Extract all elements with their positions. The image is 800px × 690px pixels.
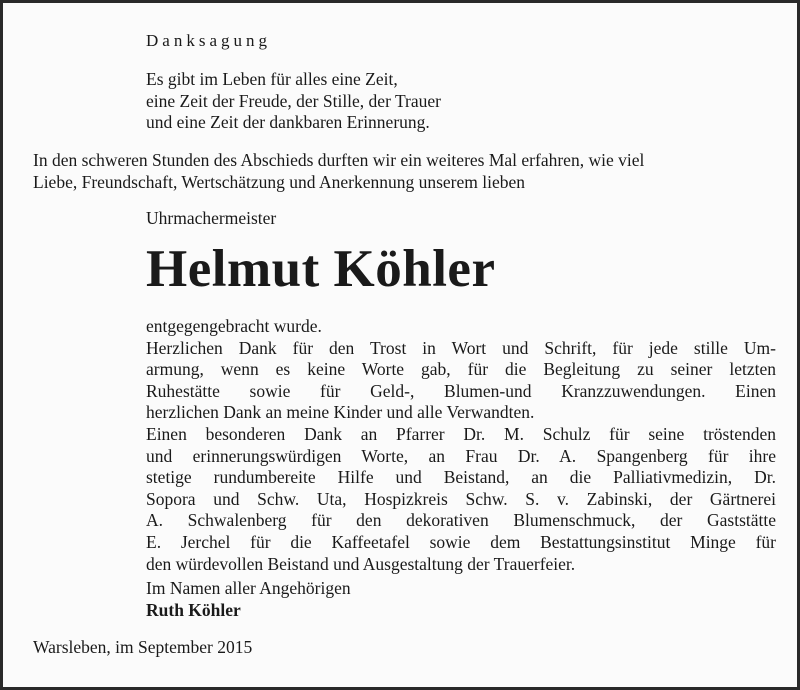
poem-verse	[146, 69, 441, 134]
body-line: Herzlichen Dank für den Trost in Wort und Schrift, für jede stille Um-	[146, 337, 776, 358]
poem-line: eine Zeit der Freude, der Stille, der Trauer	[146, 90, 441, 111]
deceased-name: Helmut Köhler	[146, 240, 496, 298]
occupation-title: Uhrmachermeister	[146, 208, 277, 228]
intro-line: In den schweren Stunden des Abschieds durften wir ein weiteres Mal erfahren, wie viel	[33, 150, 645, 170]
place-date: Warsleben, im September 2015	[33, 637, 253, 657]
body-line: Sopora und Schw. Uta, Hospizkreis Schw. S. v. Zabinski, der Gärtnerei	[146, 488, 776, 509]
body-line: armung, wenn es keine Worte gab, für die Begleitung zu seiner letzten	[146, 359, 776, 380]
body-line: stetige rundumbereite Hilfe und Beistand, an die Palliativmedizin, Dr.	[146, 467, 776, 488]
poem-line: Es gibt im Leben für alles eine Zeit,	[146, 69, 398, 89]
closing-line: Im Namen aller Angehörigen	[146, 578, 351, 598]
body-line: herzlichen Dank an meine Kinder und alle Verwandten.	[146, 402, 535, 423]
intro-line: Liebe, Freundschaft, Wertschätzung und Anerkennung unserem lieben	[33, 172, 526, 192]
body-line: Ruhestätte sowie für Geld-, Blumen-und Kranzzuwendungen. Einen	[146, 380, 776, 401]
closing-block	[146, 578, 351, 621]
thanks-paragraph	[146, 316, 776, 575]
body-line: Einen besonderen Dank an Pfarrer Dr. M. Schulz für seine tröstenden	[146, 423, 776, 444]
notice-heading: Danksagung	[146, 31, 271, 50]
body-line: A. Schwalenberg für den dekorativen Blumenschmuck, der Gaststätte	[146, 510, 776, 531]
poem-line: und eine Zeit der dankbaren Erinnerung.	[146, 112, 430, 132]
body-line: und erinnerungswürdigen Worte, an Frau Dr. A. Spangenberg für ihre	[146, 445, 776, 466]
signer-name: Ruth Köhler	[146, 599, 241, 620]
body-line: den würdevollen Beistand und Ausgestaltung der Trauerfeier.	[146, 553, 576, 574]
body-line: E. Jerchel für die Kaffeetafel sowie dem Bestattungsinstitut Minge für	[146, 531, 776, 552]
intro-paragraph	[33, 149, 644, 193]
body-line: entgegengebracht wurde.	[146, 316, 322, 336]
